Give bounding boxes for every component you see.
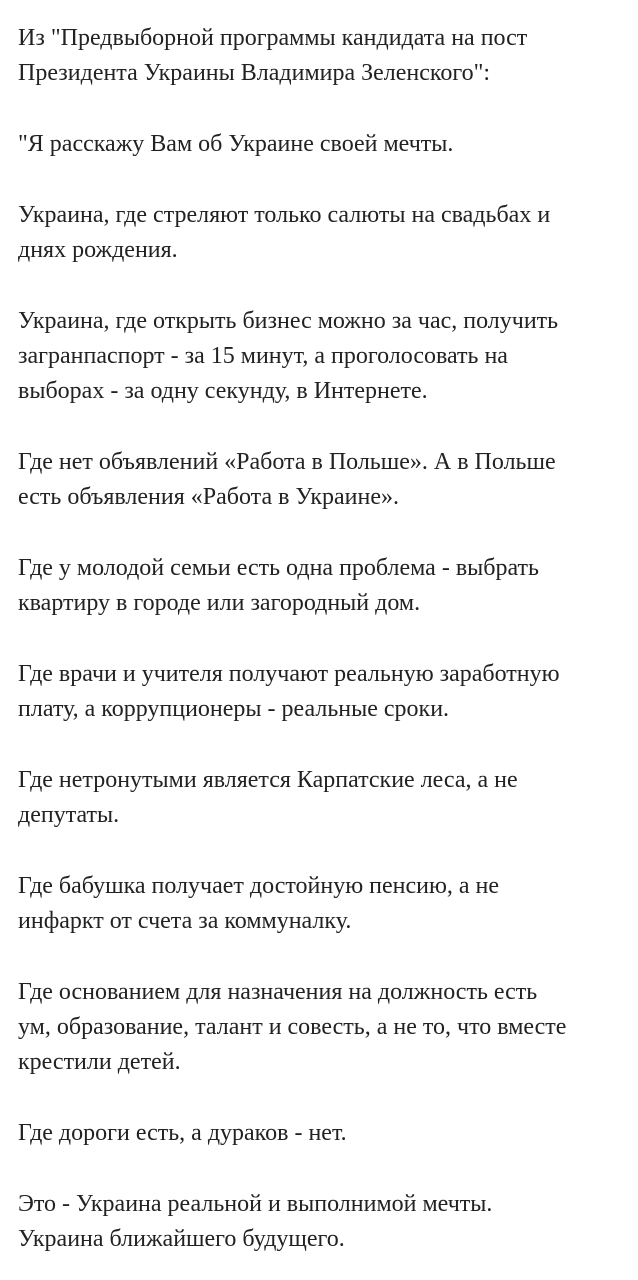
- paragraph-young-family: Где у молодой семьи есть одна проблема - выбрать квартиру в городе или загородный дом.: [18, 555, 539, 616]
- quote-opening-paragraph: "Я расскажу Вам об Украине своей мечты.: [18, 131, 454, 157]
- paragraph-roads: Где дороги есть, а дураков - нет.: [18, 1120, 347, 1146]
- paragraph-doctors-teachers: Где врачи и учителя получают реальную заработную плату, а коррупционеры - реальные сроки.: [18, 661, 560, 722]
- paragraph-business: Украина, где открыть бизнес можно за час, получить загранпаспорт - за 15 минут, а проголосовать на выборах - за одну секунду, в Интернете.: [18, 308, 559, 404]
- paragraph-pension: Где бабушка получает достойную пенсию, а не инфаркт от счета за коммуналку.: [18, 873, 500, 934]
- paragraph-salutes: Украина, где стреляют только салюты на свадьбах и днях рождения.: [18, 202, 551, 263]
- paragraph-carpathian-forests: Где нетронутыми является Карпатские леса, а не депутаты.: [18, 767, 518, 828]
- paragraph-poland: Где нет объявлений «Работа в Польше». А в Польше есть объявления «Работа в Украине».: [18, 449, 556, 510]
- intro-paragraph: Из "Предвыборной программы кандидата на пост Президента Украины Владимира Зеленского":: [18, 25, 528, 86]
- closing-paragraph: Это - Украина реальной и выполнимой мечты. Украина ближайшего будущего.: [18, 1191, 493, 1252]
- paragraph-appointments: Где основанием для назначения на должность есть ум, образование, талант и совесть, а не то, что вместе крестили детей.: [18, 979, 567, 1075]
